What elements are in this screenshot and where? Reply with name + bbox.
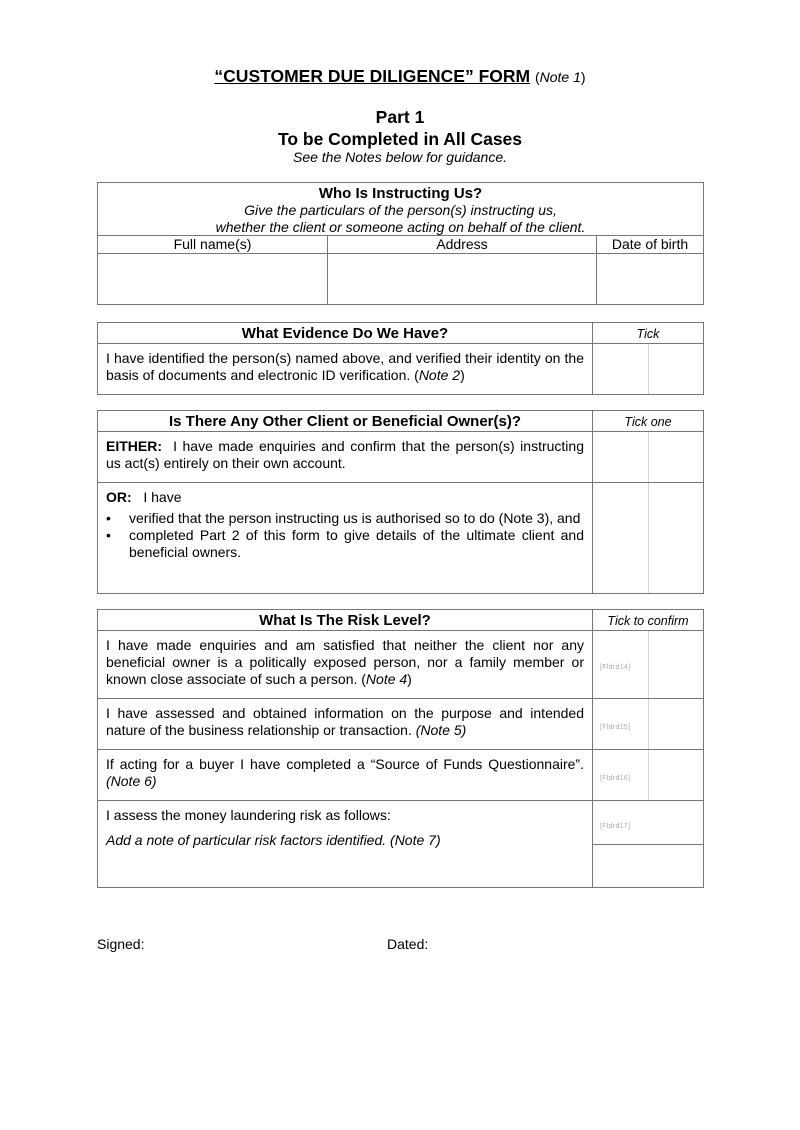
evidence-heading: What Evidence Do We Have? xyxy=(98,323,593,344)
form-title xyxy=(0,66,800,87)
form-title-text: “CUSTOMER DUE DILIGENCE” FORM xyxy=(214,66,531,86)
risk-assessment-tick-box[interactable] xyxy=(593,801,703,845)
risk-assessment-text: I assess the money laundering risk as follows: xyxy=(106,807,391,823)
or-text: I have xyxy=(143,489,182,505)
owner-either-statement xyxy=(98,432,593,483)
risk-purpose-statement xyxy=(98,699,593,750)
field-code: [Fldrd16] xyxy=(600,775,631,782)
risk-assessment-statement xyxy=(98,801,593,888)
either-label: EITHER: xyxy=(106,438,162,454)
bullet-icon: • xyxy=(106,527,111,543)
date-of-birth-field[interactable] xyxy=(597,254,704,305)
owner-table xyxy=(97,410,704,594)
owner-or-statement xyxy=(98,483,593,594)
risk-pep-statement xyxy=(98,631,593,699)
risk-table xyxy=(97,609,704,888)
instructing-description xyxy=(98,202,703,235)
risk-assessment-tick-area xyxy=(593,801,704,888)
title-note-link: Note 1 xyxy=(539,69,581,85)
column-address: Address xyxy=(328,236,597,254)
instructing-table xyxy=(97,182,704,305)
evidence-note: Note 2 xyxy=(418,367,461,383)
risk-purpose-text: I have assessed and obtained information on the purpose and intended nature of the business relationship or transaction. xyxy=(106,705,584,738)
risk-pep-tick-box[interactable] xyxy=(593,631,704,699)
field-code: [Fldrd17] xyxy=(600,823,631,830)
title-note-close: ) xyxy=(580,69,586,85)
form-title-note xyxy=(535,69,586,85)
field-code: [Fldrd14] xyxy=(600,664,631,671)
list-item xyxy=(106,527,584,561)
risk-tick-label: Tick to confirm xyxy=(593,610,704,631)
dated-label: Dated: xyxy=(387,936,429,952)
risk-funds-tick-box[interactable] xyxy=(593,750,704,801)
full-name-field[interactable] xyxy=(98,254,328,305)
list-item xyxy=(106,510,584,527)
evidence-statement-text: I have identified the person(s) named above, and verified their identity on the basis of documents and electronic ID verification. ( xyxy=(106,350,584,383)
part-number: Part 1 xyxy=(375,107,425,127)
risk-pep-text: I have made enquiries and am satisfied that neither the client nor any beneficial owner is a politically exposed person, nor a family member or known close associate of such a person. ( xyxy=(106,637,584,687)
evidence-statement xyxy=(98,344,593,395)
evidence-table xyxy=(97,322,704,395)
instructing-header-cell xyxy=(98,183,704,236)
risk-funds-text: If acting for a buyer I have completed a “Source of Funds Questionnaire”. xyxy=(106,756,584,772)
column-full-name: Full name(s) xyxy=(98,236,328,254)
instructing-desc-line1: Give the particulars of the person(s) instructing us, xyxy=(244,202,557,218)
evidence-tick-box[interactable] xyxy=(593,344,704,395)
owner-tick-label: Tick one xyxy=(593,411,704,432)
bullet-text: verified that the person instructing us is authorised so to do (Note 3), and xyxy=(129,510,581,526)
field-code: [Fldrd15] xyxy=(600,724,631,731)
evidence-tick-label: Tick xyxy=(593,323,704,344)
risk-funds-statement xyxy=(98,750,593,801)
column-date-of-birth: Date of birth xyxy=(597,236,704,254)
risk-purpose-note: (Note 5) xyxy=(415,722,467,738)
title-note-open: ( xyxy=(534,69,540,85)
guidance-text: See the Notes below for guidance. xyxy=(292,149,508,165)
part-heading xyxy=(0,106,800,150)
evidence-statement-close: ) xyxy=(460,367,465,383)
risk-heading: What Is The Risk Level? xyxy=(98,610,593,631)
owner-heading: Is There Any Other Client or Beneficial Owner(s)? xyxy=(98,411,593,432)
risk-funds-note: (Note 6) xyxy=(106,773,157,789)
risk-assessment-note[interactable]: Add a note of particular risk factors identified. (Note 7) xyxy=(106,832,441,848)
risk-pep-close: ) xyxy=(407,671,412,687)
owner-or-tick-box[interactable] xyxy=(593,483,704,594)
instructing-desc-line2: whether the client or someone acting on behalf of the client. xyxy=(215,218,586,235)
risk-purpose-tick-box[interactable] xyxy=(593,699,704,750)
bullet-text: completed Part 2 of this form to give details of the ultimate client and beneficial owners. xyxy=(129,527,584,560)
address-field[interactable] xyxy=(328,254,597,305)
risk-level-tick-box[interactable] xyxy=(593,845,703,887)
risk-pep-note: Note 4 xyxy=(365,671,408,687)
or-label: OR: xyxy=(106,489,132,505)
signed-label: Signed: xyxy=(97,936,145,952)
either-text: I have made enquiries and confirm that the person(s) instructing us act(s) entirely on their own account. xyxy=(106,438,584,471)
instructing-heading: Who Is Instructing Us? xyxy=(318,185,483,202)
owner-either-tick-box[interactable] xyxy=(593,432,704,483)
part-subtitle: To be Completed in All Cases xyxy=(277,129,523,149)
bullet-icon: • xyxy=(106,510,111,526)
